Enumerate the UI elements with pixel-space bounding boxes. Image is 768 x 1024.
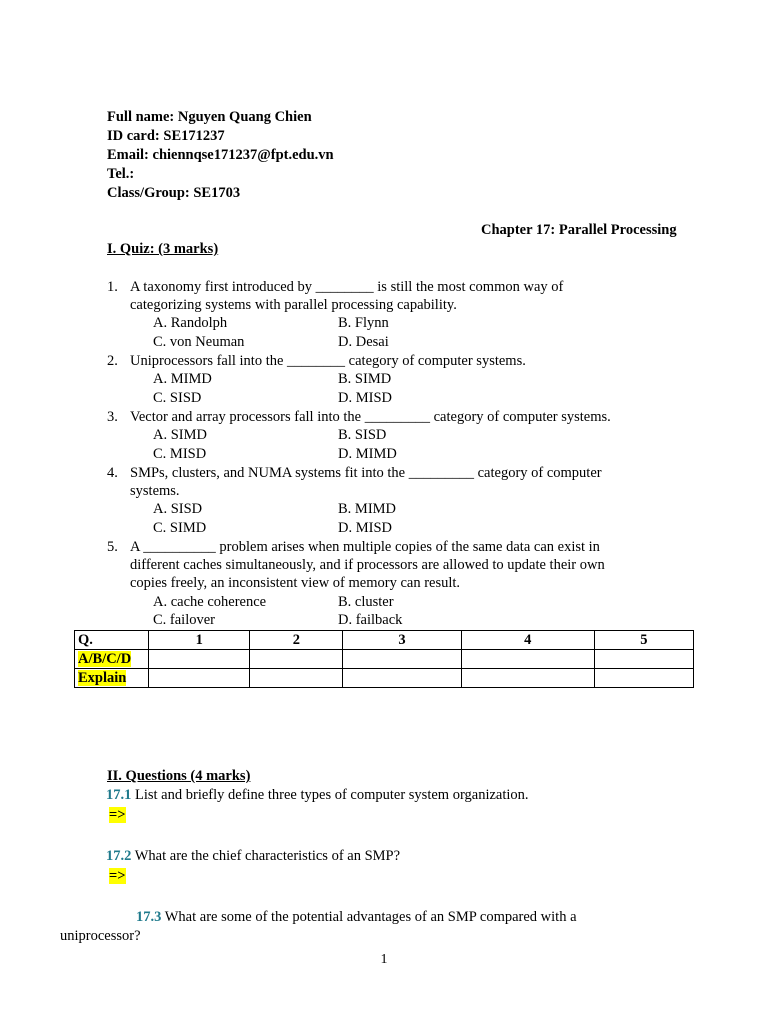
question-17-3-text-cont: uniprocessor? [60, 928, 141, 944]
option-d: D. failback [338, 612, 403, 628]
row-label-answer [75, 650, 149, 669]
table-row [75, 650, 694, 669]
answer-label: A/B/C/D [78, 651, 132, 667]
question-number: 2. [107, 353, 118, 369]
option-a: A. SISD [153, 501, 203, 517]
table-header-cell: 1 [149, 631, 250, 650]
option-a: A. MIMD [153, 371, 212, 387]
question-text: systems. [130, 483, 180, 499]
table-row [75, 669, 694, 688]
tel: Tel.: [107, 166, 135, 182]
option-b: B. cluster [338, 594, 394, 610]
row-label-explain [75, 669, 149, 688]
answer-cell[interactable] [461, 650, 594, 669]
question-text: categorizing systems with parallel processing capability. [130, 297, 457, 313]
question-17-3-text: What are some of the potential advantages of an SMP compared with a [161, 909, 577, 925]
option-a: A. Randolph [153, 315, 228, 331]
option-d: D. MISD [338, 390, 392, 406]
explain-cell[interactable] [250, 669, 343, 688]
question-17-2-number: 17.2 [106, 848, 132, 864]
answer-table [74, 630, 694, 688]
option-b: B. SISD [338, 427, 387, 443]
question-17-2 [106, 847, 400, 865]
option-c: C. von Neuman [153, 334, 245, 350]
question-text: SMPs, clusters, and NUMA systems fit into the _________ category of computer [130, 465, 602, 481]
question-text: Vector and array processors fall into the _________ category of computer systems. [130, 409, 611, 425]
option-c: C. SISD [153, 390, 202, 406]
answer-arrow [109, 806, 126, 824]
question-17-3-number: 17.3 [136, 909, 162, 925]
table-header-row [75, 631, 694, 650]
question-17-2-text: What are the chief characteristics of an SMP? [131, 848, 401, 864]
option-a: A. SIMD [153, 427, 207, 443]
option-a: A. cache coherence [153, 594, 267, 610]
table-header-cell: 3 [343, 631, 461, 650]
question-number: 4. [107, 465, 118, 481]
question-text: copies freely, an inconsistent view of memory can result. [130, 575, 461, 591]
question-text: A __________ problem arises when multiple copies of the same data can exist in [130, 539, 600, 555]
table-header-cell: Q. [75, 631, 149, 650]
question-17-1-text: List and briefly define three types of computer system organization. [131, 787, 529, 803]
explain-cell[interactable] [594, 669, 693, 688]
option-d: D. MISD [338, 520, 392, 536]
table-header-cell: 5 [594, 631, 693, 650]
answer-cell[interactable] [250, 650, 343, 669]
option-d: D. Desai [338, 334, 389, 350]
question-number: 1. [107, 279, 118, 295]
question-text: A taxonomy first introduced by ________ is still the most common way of [130, 279, 564, 295]
option-d: D. MIMD [338, 446, 397, 462]
question-number: 5. [107, 539, 118, 555]
table-header-cell: 2 [250, 631, 343, 650]
question-17-3 [136, 908, 577, 926]
option-c: C. failover [153, 612, 216, 628]
question-text: different caches simultaneously, and if processors are allowed to update their own [130, 557, 605, 573]
question-17-1-number: 17.1 [106, 787, 132, 803]
page-number: 1 [380, 952, 388, 967]
explain-cell[interactable] [461, 669, 594, 688]
question-text: Uniprocessors fall into the ________ category of computer systems. [130, 353, 526, 369]
option-c: C. SIMD [153, 520, 207, 536]
quiz-heading: I. Quiz: (3 marks) [107, 241, 219, 257]
option-b: B. Flynn [338, 315, 389, 331]
option-b: B. MIMD [338, 501, 397, 517]
answer-arrow [109, 867, 126, 885]
explain-label: Explain [78, 670, 127, 686]
section2-heading: II. Questions (4 marks) [107, 768, 251, 784]
table-header-cell: 4 [461, 631, 594, 650]
explain-cell[interactable] [343, 669, 461, 688]
option-b: B. SIMD [338, 371, 392, 387]
answer-cell[interactable] [149, 650, 250, 669]
explain-cell[interactable] [149, 669, 250, 688]
arrow-text: => [109, 807, 126, 823]
option-c: C. MISD [153, 446, 207, 462]
chapter-title: Chapter 17: Parallel Processing [481, 222, 677, 238]
full-name: Full name: Nguyen Quang Chien [107, 109, 312, 125]
question-17-1 [106, 786, 529, 804]
answer-cell[interactable] [343, 650, 461, 669]
question-number: 3. [107, 409, 118, 425]
class-group: Class/Group: SE1703 [107, 185, 241, 201]
answer-cell[interactable] [594, 650, 693, 669]
id-card: ID card: SE171237 [107, 128, 225, 144]
arrow-text: => [109, 868, 126, 884]
email: Email: chiennqse171237@fpt.edu.vn [107, 147, 334, 163]
